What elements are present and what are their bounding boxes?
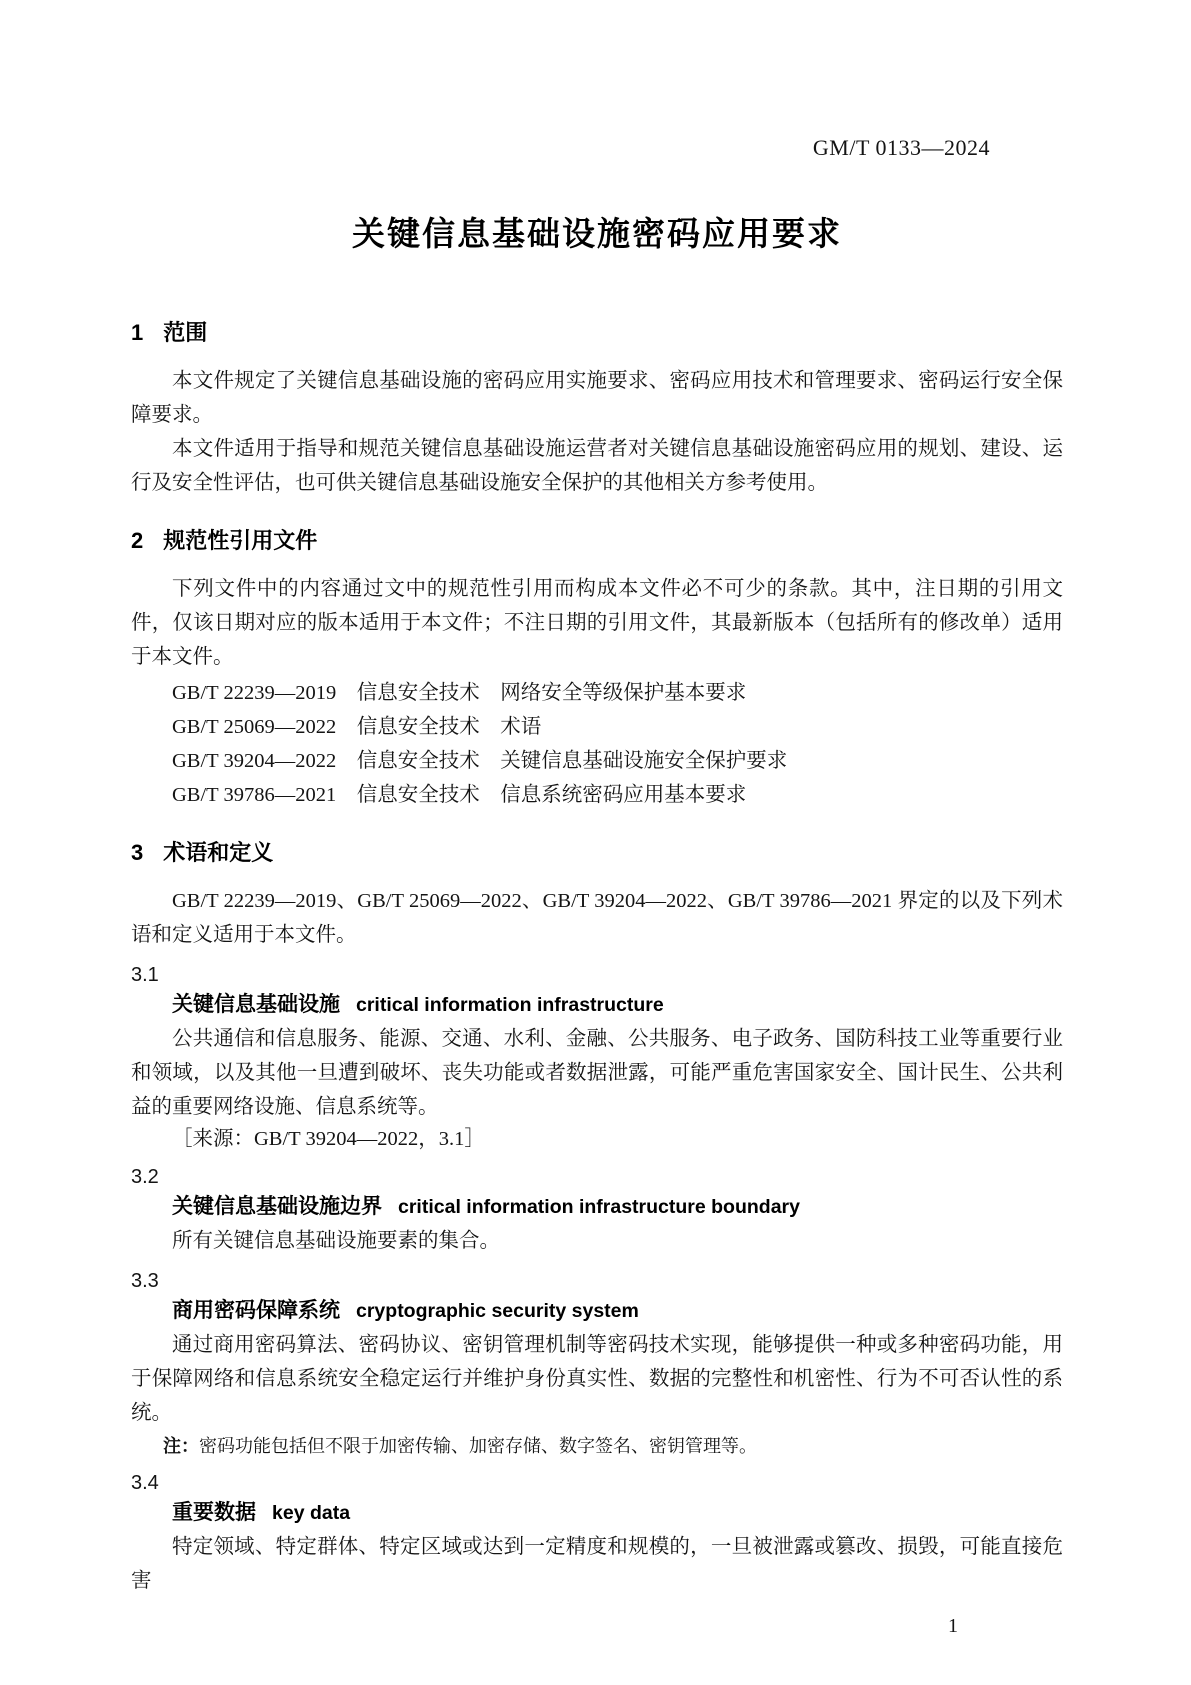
references-intro: 下列文件中的内容通过文中的规范性引用而构成本文件必不可少的条款。其中，注日期的引用文件，仅该日期对应的版本适用于本文件；不注日期的引用文件，其最新版本（包括所有的修改单）适用于本文件。 xyxy=(131,578,1063,668)
term-entry-3-4 xyxy=(131,1468,1063,1598)
section-references-heading xyxy=(131,526,1063,556)
term-name-en: cryptographic security system xyxy=(356,1300,639,1322)
standard-number: GM/T 0133—2024 xyxy=(812,135,990,160)
term-entry-3-3 xyxy=(131,1266,1063,1460)
term-name-en: critical information infrastructure boundary xyxy=(398,1196,800,1218)
reference-list xyxy=(131,676,1063,812)
term-name xyxy=(131,1192,1063,1224)
term-definition: 所有关键信息基础设施要素的集合。 xyxy=(172,1230,500,1252)
document-header xyxy=(131,136,1063,160)
reference-item: GB/T 22239—2019 信息安全技术 网络安全等级保护基本要求 xyxy=(172,682,747,704)
term-name xyxy=(131,1296,1063,1328)
section-scope-heading xyxy=(131,318,1063,348)
term-definition: 公共通信和信息服务、能源、交通、水利、金融、公共服务、电子政务、国防科技工业等重要行业和领域，以及其他一旦遭到破坏、丧失功能或者数据泄露，可能严重危害国家安全、国计民生、公共利益的重要网络设施、信息系统等。 xyxy=(131,1028,1063,1118)
section-normative-references xyxy=(131,526,1063,812)
term-entry-3-2 xyxy=(131,1162,1063,1258)
note-label: 注： xyxy=(163,1436,199,1456)
term-number: 3.4 xyxy=(131,1472,159,1494)
term-number: 3.2 xyxy=(131,1166,159,1188)
term-number: 3.1 xyxy=(131,964,159,986)
document-title: 关键信息基础设施密码应用要求 xyxy=(352,215,842,252)
term-name xyxy=(131,1498,1063,1530)
section-heading-text: 术语和定义 xyxy=(163,840,274,865)
term-name-zh: 关键信息基础设施 xyxy=(172,993,340,1016)
term-definition: 通过商用密码算法、密码协议、密钥管理机制等密码技术实现，能够提供一种或多种密码功能，用于保障网络和信息系统安全稳定运行并维护身份真实性、数据的完整性和机密性、行为不可否认性的系统。 xyxy=(131,1334,1063,1424)
section-scope xyxy=(131,318,1063,500)
section-heading-text: 规范性引用文件 xyxy=(163,528,318,553)
page-number: 1 xyxy=(948,1615,958,1637)
reference-item: GB/T 39786—2021 信息安全技术 信息系统密码应用基本要求 xyxy=(172,784,747,806)
term-name xyxy=(131,990,1063,1022)
section-number: 1 xyxy=(131,320,144,345)
note-text: 密码功能包括但不限于加密传输、加密存储、数字签名、密钥管理等。 xyxy=(199,1436,757,1456)
section-terms-heading xyxy=(131,838,1063,868)
term-name-zh: 重要数据 xyxy=(172,1501,256,1524)
scope-paragraph: 本文件适用于指导和规范关键信息基础设施运营者对关键信息基础设施密码应用的规划、建设、运行及安全性评估，也可供关键信息基础设施安全保护的其他相关方参考使用。 xyxy=(131,438,1063,494)
term-source: ［来源：GB/T 39204—2022，3.1］ xyxy=(172,1128,485,1150)
section-terms-definitions xyxy=(131,838,1063,1598)
term-name-zh: 关键信息基础设施边界 xyxy=(172,1195,382,1218)
terms-intro: GB/T 22239—2019、GB/T 25069—2022、GB/T 39204—2022、GB/T 39786—2021 界定的以及下列术语和定义适用于本文件。 xyxy=(131,890,1063,946)
term-name-en: key data xyxy=(272,1502,351,1524)
term-definition: 特定领域、特定群体、特定区域或达到一定精度和规模的，一旦被泄露或篡改、损毁，可能直接危害 xyxy=(131,1536,1063,1592)
term-name-en: critical information infrastructure xyxy=(356,994,664,1016)
reference-item: GB/T 25069—2022 信息安全技术 术语 xyxy=(172,716,542,738)
term-entry-3-1 xyxy=(131,960,1063,1154)
term-note xyxy=(131,1432,1063,1460)
term-name-zh: 商用密码保障系统 xyxy=(172,1299,340,1322)
section-heading-text: 范围 xyxy=(163,320,208,345)
section-number: 2 xyxy=(131,528,144,553)
term-number: 3.3 xyxy=(131,1270,159,1292)
reference-item: GB/T 39204—2022 信息安全技术 关键信息基础设施安全保护要求 xyxy=(172,750,788,772)
scope-paragraph: 本文件规定了关键信息基础设施的密码应用实施要求、密码应用技术和管理要求、密码运行安全保障要求。 xyxy=(131,370,1063,426)
section-number: 3 xyxy=(131,840,144,865)
